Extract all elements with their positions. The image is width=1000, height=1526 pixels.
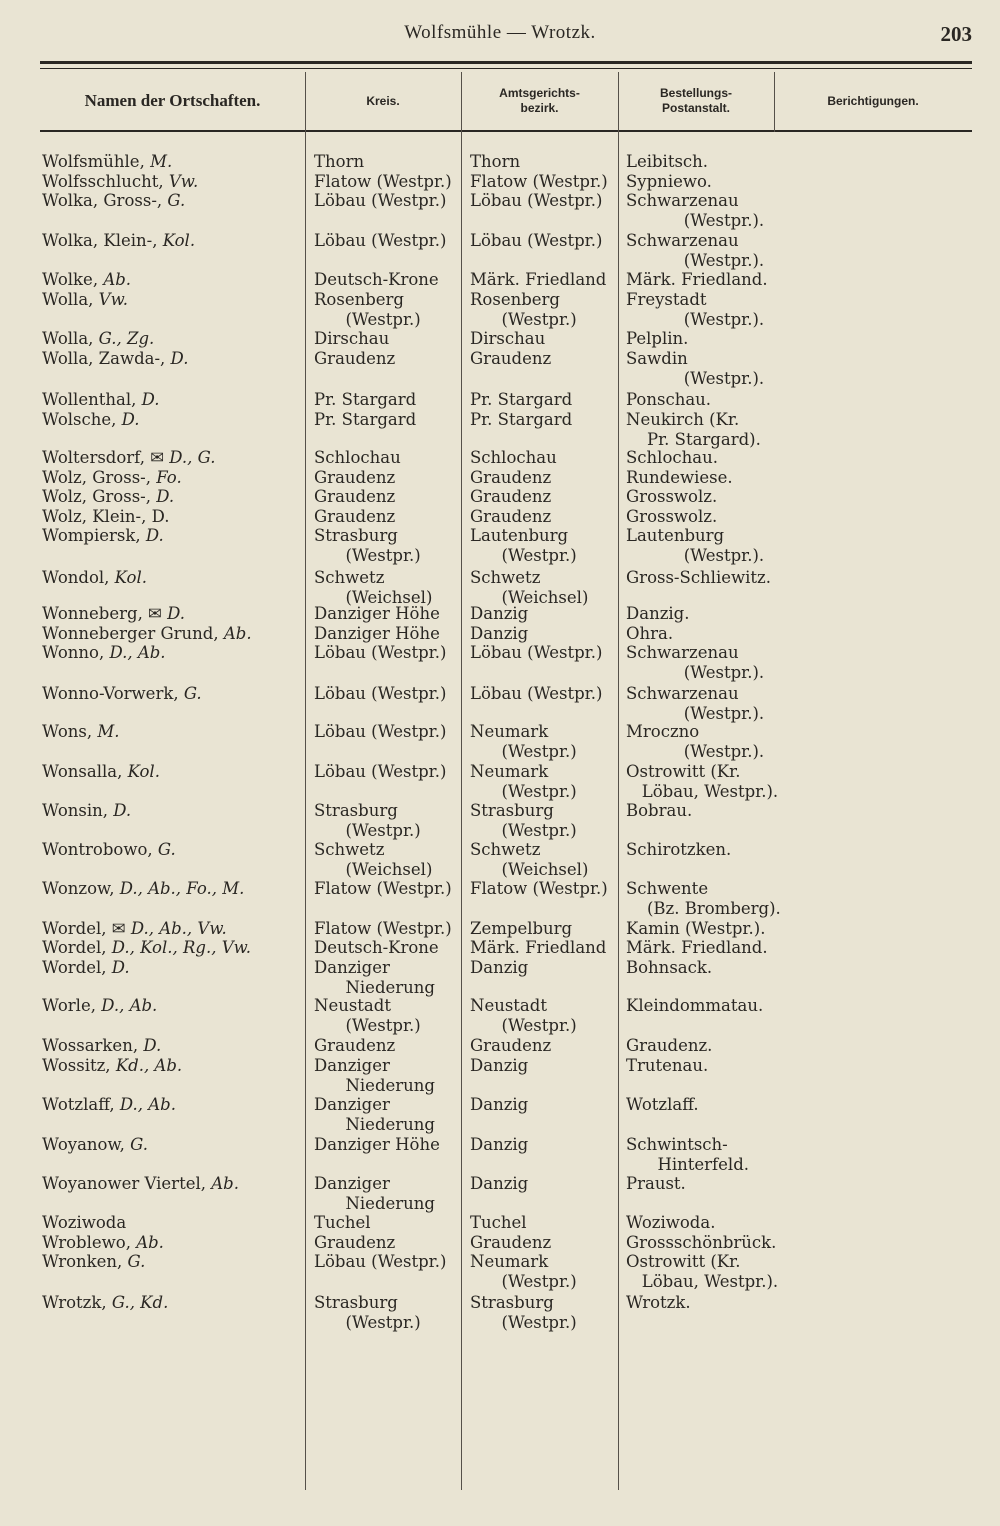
- place-type-abbreviation: D.: [143, 1036, 162, 1055]
- place-name: [42, 840, 304, 860]
- postanstalt-cell: Kleindommatau.: [626, 996, 764, 1015]
- place-name-text: Woyanow,: [42, 1135, 131, 1154]
- kreis-cell: Danziger Niederung: [314, 958, 435, 997]
- top-rule-thin: [40, 68, 972, 69]
- place-type-abbreviation: G.: [130, 1135, 148, 1154]
- place-type-abbreviation: G.: [127, 1252, 146, 1271]
- amtsgericht-cell: Graudenz: [470, 468, 552, 487]
- amtsgericht-cell: Graudenz: [470, 349, 552, 368]
- postanstalt-cell: Neukirch (Kr. Pr. Stargard).: [626, 410, 761, 449]
- kreis-cell: Löbau (Westpr.): [314, 1252, 447, 1271]
- place-type-abbreviation: Ab.: [223, 624, 252, 643]
- place-name: [42, 329, 304, 349]
- place-type-abbreviation: D., G.: [169, 448, 216, 467]
- place-name: [42, 684, 304, 704]
- column-divider: [305, 72, 306, 1490]
- place-name: [42, 604, 304, 624]
- place-type-abbreviation: D.: [170, 349, 189, 368]
- postanstalt-cell: Ostrowitt (Kr. Löbau, Westpr.).: [626, 762, 779, 801]
- place-name-text: Wonno-Vorwerk,: [42, 684, 184, 703]
- kreis-cell: Graudenz: [314, 507, 396, 526]
- column-header-names: Namen der Ortschaften.: [84, 91, 261, 111]
- place-name-text: Woyanower Viertel,: [42, 1174, 212, 1193]
- amtsgericht-cell: Danzig: [470, 958, 529, 977]
- kreis-cell: Graudenz: [314, 487, 396, 506]
- postanstalt-cell: Grosswolz.: [626, 487, 718, 506]
- place-name-text: Wonno,: [42, 643, 110, 662]
- kreis-cell: Pr. Stargard: [314, 410, 417, 429]
- place-name-text: Woziwoda: [42, 1213, 127, 1232]
- postanstalt-cell: Bobrau.: [626, 801, 693, 820]
- postanstalt-cell: Praust.: [626, 1174, 686, 1193]
- amtsgericht-cell: Märk. Friedland: [470, 938, 607, 957]
- place-name-text: Woltersdorf, ✉: [42, 448, 170, 467]
- place-type-abbreviation: D., Ab., Vw.: [130, 919, 227, 938]
- amtsgericht-cell: Flatow (Westpr.): [470, 172, 608, 191]
- place-type-abbreviation: Ab.: [103, 270, 132, 289]
- postanstalt-cell: Schwintsch- Hinterfeld.: [626, 1135, 750, 1174]
- place-name: [42, 526, 304, 546]
- amtsgericht-cell: Löbau (Westpr.): [470, 191, 603, 210]
- postanstalt-cell: Ohra.: [626, 624, 674, 643]
- postanstalt-cell: Wotzlaff.: [626, 1095, 699, 1114]
- place-type-abbreviation: Vw.: [168, 172, 199, 191]
- amtsgericht-cell: Danzig: [470, 1095, 529, 1114]
- amtsgericht-cell: Neumark (Westpr.): [470, 1252, 577, 1291]
- place-name-text: Wordel,: [42, 938, 112, 957]
- kreis-cell: Schwetz (Weichsel): [314, 840, 433, 879]
- place-type-abbreviation: D.: [145, 526, 164, 545]
- place-name: [42, 996, 304, 1016]
- place-name-text: Wolla,: [42, 329, 99, 348]
- place-name: [42, 390, 304, 410]
- kreis-cell: Danziger Höhe: [314, 604, 440, 623]
- place-name-text: Wonsalla,: [42, 762, 128, 781]
- place-name-text: Wolsche,: [42, 410, 122, 429]
- place-type-abbreviation: M.: [150, 152, 173, 171]
- kreis-cell: Löbau (Westpr.): [314, 722, 447, 741]
- postanstalt-cell: Bohnsack.: [626, 958, 713, 977]
- amtsgericht-cell: Danzig: [470, 1135, 529, 1154]
- place-name: [42, 938, 304, 958]
- kreis-cell: Graudenz: [314, 1036, 396, 1055]
- place-name-text: Wontrobowo,: [42, 840, 158, 859]
- postanstalt-cell: Märk. Friedland.: [626, 270, 768, 289]
- postanstalt-cell: Ponschau.: [626, 390, 712, 409]
- place-name: [42, 507, 304, 527]
- amtsgericht-cell: Danzig: [470, 624, 529, 643]
- place-name: [42, 1174, 304, 1194]
- place-name: [42, 624, 304, 644]
- postanstalt-cell: Mroczno (Westpr.).: [626, 722, 765, 761]
- place-name-text: Wolla, Zawda-,: [42, 349, 171, 368]
- place-name: [42, 270, 304, 290]
- place-name-text: Wordel,: [42, 958, 112, 977]
- place-name-text: Wossarken,: [42, 1036, 144, 1055]
- postanstalt-cell: Graudenz.: [626, 1036, 713, 1055]
- postanstalt-cell: Pelplin.: [626, 329, 689, 348]
- place-name-text: Wonneberger Grund,: [42, 624, 224, 643]
- place-name-text: Wons,: [42, 722, 98, 741]
- kreis-cell: Löbau (Westpr.): [314, 643, 447, 662]
- postanstalt-cell: Schwarzenau (Westpr.).: [626, 684, 765, 723]
- amtsgericht-cell: Strasburg (Westpr.): [470, 801, 577, 840]
- postanstalt-cell: Schwente (Bz. Bromberg).: [626, 879, 781, 918]
- running-title: Wolfsmühle — Wrotzk.: [404, 22, 596, 43]
- kreis-cell: Strasburg (Westpr.): [314, 801, 421, 840]
- amtsgericht-cell: Schlochau: [470, 448, 557, 467]
- place-name: [42, 410, 304, 430]
- place-name-text: Wolfsmühle,: [42, 152, 151, 171]
- place-name-text: Wordel, ✉: [42, 919, 131, 938]
- place-name-text: Wolla,: [42, 290, 99, 309]
- place-name-text: Wonneberg, ✉: [42, 604, 168, 623]
- place-type-abbreviation: D., Ab.: [109, 643, 166, 662]
- amtsgericht-cell: Löbau (Westpr.): [470, 231, 603, 250]
- kreis-cell: Graudenz: [314, 1233, 396, 1252]
- place-name-text: Wolz, Klein-, D.: [42, 507, 170, 526]
- postanstalt-cell: Märk. Friedland.: [626, 938, 768, 957]
- kreis-cell: Flatow (Westpr.): [314, 919, 452, 938]
- amtsgericht-cell: Tuchel: [470, 1213, 527, 1232]
- place-type-abbreviation: Ab.: [136, 1233, 164, 1252]
- kreis-cell: Löbau (Westpr.): [314, 762, 447, 781]
- place-type-abbreviation: G.: [157, 840, 176, 859]
- column-header-berichtigungen: Berichtigungen.: [827, 93, 919, 108]
- amtsgericht-cell: Strasburg (Westpr.): [470, 1293, 577, 1332]
- place-type-abbreviation: G.: [183, 684, 202, 703]
- place-type-abbreviation: Vw.: [98, 290, 128, 309]
- kreis-cell: Danziger Niederung: [314, 1174, 435, 1213]
- amtsgericht-cell: Graudenz: [470, 1036, 552, 1055]
- postanstalt-cell: Schwarzenau (Westpr.).: [626, 191, 765, 230]
- postanstalt-cell: Wrotzk.: [626, 1293, 691, 1312]
- place-type-abbreviation: D.: [156, 487, 175, 506]
- kreis-cell: Danziger Höhe: [314, 1135, 440, 1154]
- kreis-cell: Graudenz: [314, 349, 396, 368]
- amtsgericht-cell: Schwetz (Weichsel): [470, 840, 589, 879]
- place-name-text: Wollenthal,: [42, 390, 142, 409]
- place-name-text: Wolka, Klein-,: [42, 231, 163, 250]
- kreis-cell: Rosenberg (Westpr.): [314, 290, 421, 329]
- place-name-text: Wroblewo,: [42, 1233, 137, 1252]
- place-type-abbreviation: G., Zg.: [98, 329, 155, 348]
- place-name: [42, 958, 304, 978]
- place-name: [42, 487, 304, 507]
- postanstalt-cell: Grossschönbrück.: [626, 1233, 777, 1252]
- place-type-abbreviation: Ab.: [211, 1174, 239, 1193]
- place-name: [42, 643, 304, 663]
- place-type-abbreviation: D.: [111, 958, 130, 977]
- place-name: [42, 290, 304, 310]
- place-type-abbreviation: Kol.: [127, 762, 160, 781]
- amtsgericht-cell: Löbau (Westpr.): [470, 643, 603, 662]
- place-name: [42, 879, 304, 899]
- place-name: [42, 919, 304, 939]
- place-name-text: Wolke,: [42, 270, 104, 289]
- page-number: 203: [940, 22, 972, 46]
- postanstalt-cell: Woziwoda.: [626, 1213, 716, 1232]
- postanstalt-cell: Kamin (Westpr.).: [626, 919, 766, 938]
- place-name: [42, 1056, 304, 1076]
- kreis-cell: Tuchel: [314, 1213, 371, 1232]
- amtsgericht-cell: Schwetz (Weichsel): [470, 568, 589, 607]
- column-header-bestellung: Bestellungs- Postanstalt.: [659, 86, 732, 115]
- column-header-amtsgericht: Amtsgerichts- bezirk.: [499, 86, 580, 115]
- kreis-cell: Flatow (Westpr.): [314, 879, 452, 898]
- place-type-abbreviation: D., Kol., Rg., Vw.: [111, 938, 252, 957]
- amtsgericht-cell: Dirschau: [470, 329, 546, 348]
- place-name: [42, 801, 304, 821]
- amtsgericht-cell: Pr. Stargard: [470, 390, 573, 409]
- place-type-abbreviation: G.: [167, 191, 186, 210]
- place-name: [42, 1233, 304, 1253]
- kreis-cell: Flatow (Westpr.): [314, 172, 452, 191]
- amtsgericht-cell: Flatow (Westpr.): [470, 879, 608, 898]
- place-name-text: Wolka, Gross-,: [42, 191, 168, 210]
- kreis-cell: Strasburg (Westpr.): [314, 1293, 421, 1332]
- place-type-abbreviation: D., Ab.: [119, 1095, 176, 1114]
- place-name-text: Worle,: [42, 996, 102, 1015]
- place-type-abbreviation: D.: [167, 604, 186, 623]
- place-name-text: Wrotzk,: [42, 1293, 112, 1312]
- postanstalt-cell: Danzig.: [626, 604, 690, 623]
- place-type-abbreviation: Fo.: [156, 468, 182, 487]
- place-name-text: Wonsin,: [42, 801, 114, 820]
- place-type-abbreviation: D.: [141, 390, 160, 409]
- postanstalt-cell: Sawdin (Westpr.).: [626, 349, 765, 388]
- place-name: [42, 468, 304, 488]
- amtsgericht-cell: Thorn: [470, 152, 521, 171]
- amtsgericht-cell: Danzig: [470, 604, 529, 623]
- amtsgericht-cell: Löbau (Westpr.): [470, 684, 603, 703]
- place-type-abbreviation: D., Ab.: [101, 996, 158, 1015]
- kreis-cell: Graudenz: [314, 468, 396, 487]
- place-name: [42, 722, 304, 742]
- kreis-cell: Danziger Höhe: [314, 624, 440, 643]
- place-type-abbreviation: M.: [97, 722, 120, 741]
- kreis-cell: Löbau (Westpr.): [314, 191, 447, 210]
- postanstalt-cell: Ostrowitt (Kr. Löbau, Westpr.).: [626, 1252, 779, 1291]
- place-type-abbreviation: Kol.: [162, 231, 196, 250]
- place-name-text: Wolz, Gross-,: [42, 487, 157, 506]
- kreis-cell: Schlochau: [314, 448, 401, 467]
- postanstalt-cell: Sypniewo.: [626, 172, 712, 191]
- postanstalt-cell: Trutenau.: [626, 1056, 709, 1075]
- place-name: [42, 448, 304, 468]
- running-head: [0, 22, 1000, 52]
- amtsgericht-cell: Neumark (Westpr.): [470, 762, 577, 801]
- place-name: [42, 568, 304, 588]
- kreis-cell: Strasburg (Westpr.): [314, 526, 421, 565]
- postanstalt-cell: Grosswolz.: [626, 507, 718, 526]
- place-name-text: Wonzow,: [42, 879, 120, 898]
- place-type-abbreviation: G., Kd.: [111, 1293, 169, 1312]
- place-name: [42, 1252, 304, 1272]
- place-name: [42, 1036, 304, 1056]
- place-name: [42, 1135, 304, 1155]
- amtsgericht-cell: Graudenz: [470, 1233, 552, 1252]
- place-name: [42, 152, 304, 172]
- postanstalt-cell: Schlochau.: [626, 448, 718, 467]
- kreis-cell: Löbau (Westpr.): [314, 231, 447, 250]
- kreis-cell: Löbau (Westpr.): [314, 684, 447, 703]
- amtsgericht-cell: Neumark (Westpr.): [470, 722, 577, 761]
- place-name: [42, 191, 304, 211]
- postanstalt-cell: Leibitsch.: [626, 152, 709, 171]
- kreis-cell: Deutsch-Krone: [314, 938, 439, 957]
- place-type-abbreviation: Kol.: [114, 568, 148, 587]
- postanstalt-cell: Schwarzenau (Westpr.).: [626, 231, 765, 270]
- postanstalt-cell: Schwarzenau (Westpr.).: [626, 643, 765, 682]
- amtsgericht-cell: Graudenz: [470, 487, 552, 506]
- kreis-cell: Schwetz (Weichsel): [314, 568, 433, 607]
- place-name: [42, 1293, 304, 1313]
- amtsgericht-cell: Zempelburg: [470, 919, 573, 938]
- column-header-kreis: Kreis.: [366, 93, 400, 108]
- place-type-abbreviation: D., Ab., Fo., M.: [119, 879, 245, 898]
- header-rule: [40, 130, 972, 132]
- place-name-text: Wolfsschlucht,: [42, 172, 169, 191]
- place-name-text: Wotzlaff,: [42, 1095, 120, 1114]
- place-name: [42, 349, 304, 369]
- column-divider: [618, 72, 619, 1490]
- amtsgericht-cell: Lautenburg (Westpr.): [470, 526, 577, 565]
- postanstalt-cell: Lautenburg (Westpr.).: [626, 526, 765, 565]
- amtsgericht-cell: Pr. Stargard: [470, 410, 573, 429]
- amtsgericht-cell: Märk. Friedland: [470, 270, 607, 289]
- postanstalt-cell: Freystadt (Westpr.).: [626, 290, 765, 329]
- amtsgericht-cell: Danzig: [470, 1056, 529, 1075]
- place-name: [42, 172, 304, 192]
- place-name-text: Wondol,: [42, 568, 115, 587]
- place-name-text: Wronken,: [42, 1252, 128, 1271]
- amtsgericht-cell: Danzig: [470, 1174, 529, 1193]
- place-name-text: Wompiersk,: [42, 526, 146, 545]
- kreis-cell: Dirschau: [314, 329, 390, 348]
- place-name: [42, 762, 304, 782]
- kreis-cell: Neustadt (Westpr.): [314, 996, 421, 1035]
- place-name: [42, 1095, 304, 1115]
- place-name: [42, 1213, 304, 1233]
- place-type-abbreviation: D.: [121, 410, 140, 429]
- place-name-text: Wolz, Gross-,: [42, 468, 157, 487]
- place-type-abbreviation: Kd., Ab.: [115, 1056, 183, 1075]
- kreis-cell: Danziger Niederung: [314, 1056, 435, 1095]
- place-name: [42, 231, 304, 251]
- amtsgericht-cell: Graudenz: [470, 507, 552, 526]
- place-name-text: Wossitz,: [42, 1056, 116, 1075]
- top-rule-thick: [40, 61, 972, 64]
- kreis-cell: Deutsch-Krone: [314, 270, 439, 289]
- postanstalt-cell: Gross-Schliewitz.: [626, 568, 771, 587]
- kreis-cell: Danziger Niederung: [314, 1095, 435, 1134]
- amtsgericht-cell: Neustadt (Westpr.): [470, 996, 577, 1035]
- postanstalt-cell: Schirotzken.: [626, 840, 732, 859]
- amtsgericht-cell: Rosenberg (Westpr.): [470, 290, 577, 329]
- postanstalt-cell: Rundewiese.: [626, 468, 733, 487]
- kreis-cell: Pr. Stargard: [314, 390, 417, 409]
- kreis-cell: Thorn: [314, 152, 365, 171]
- place-type-abbreviation: D.: [113, 801, 132, 820]
